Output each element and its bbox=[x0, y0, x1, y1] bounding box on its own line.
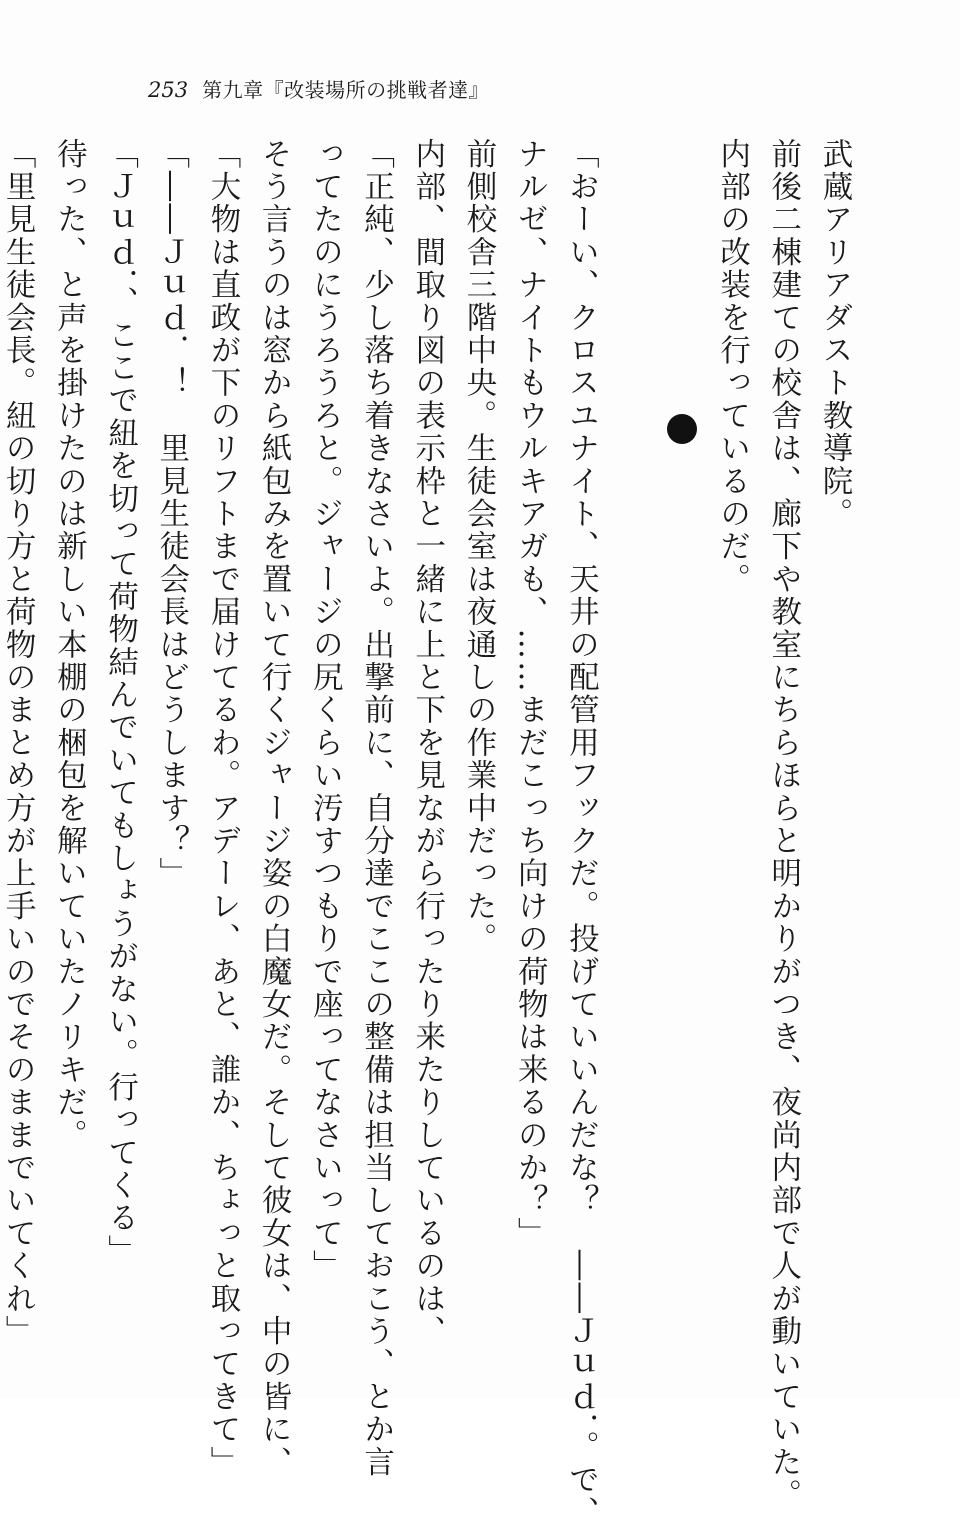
text-line: ってたのにうろうろと。ジャージの尻くらい汚すつもりで座ってなさいって」 bbox=[307, 138, 343, 1283]
running-header bbox=[148, 74, 489, 104]
text-line: 「Ｊｕｄ．、ここで紐を切って荷物結んでいてもしょうがない。行ってくる」 bbox=[102, 138, 138, 1268]
text-line: そう言うのは窓から紙包みを置いて行くジャージ姿の白魔女だ。そして彼女は、中の皆に、 bbox=[256, 138, 292, 1479]
text-line: 「おーい、クロスユナイト、天井の配管用フックだ。投げていいんだな？ ――Ｊｕｄ．。で、 bbox=[563, 138, 599, 1529]
section-gap bbox=[606, 138, 706, 1318]
text-line: 「大物は直政が下のリフトまで届けてるわ。アデーレ、あと、誰か、ちょっと取ってきて」 bbox=[204, 138, 240, 1479]
text-line: 前後二棟建ての校舎は、廊下や教室にちらほらと明かりがつき、夜尚内部で人が動いていた。 bbox=[765, 138, 801, 1512]
text-line: 内部の改装を行っているのだ。 bbox=[714, 138, 750, 596]
text-line: 「里見生徒会長。紐の切り方と荷物のまとめ方が上手いのでそのままでいてくれ」 bbox=[0, 138, 36, 1348]
text-line: 武蔵アリアダスト教導院。 bbox=[817, 138, 852, 531]
chapter-title: 第九章『改装場所の挑戦者達』 bbox=[202, 78, 490, 102]
text-line: 「正純、少し落ち着きなさいよ。出撃前に、自分達でここの整備は担当しておこう、とか言 bbox=[358, 138, 394, 1479]
text-line: 内部、間取り図の表示枠と一緒に上と下を見ながら行ったり来たりしているのは、 bbox=[409, 138, 445, 1348]
text-line: 前側校舎三階中央。生徒会室は夜通しの作業中だった。 bbox=[460, 138, 496, 956]
text-line: 「――Ｊｕｄ．！ 里見生徒会長はどうします？」 bbox=[153, 138, 189, 891]
vertical-body-text bbox=[0, 138, 860, 1529]
page-number: 253 bbox=[148, 78, 189, 102]
text-line: 待った、と声を掛けたのは新しい本棚の梱包を解いていたノリキだ。 bbox=[51, 138, 87, 1152]
text-line: ナルゼ、ナイトもウルキアガも、……まだこっち向けの荷物は来るのか？」 bbox=[512, 138, 548, 1250]
